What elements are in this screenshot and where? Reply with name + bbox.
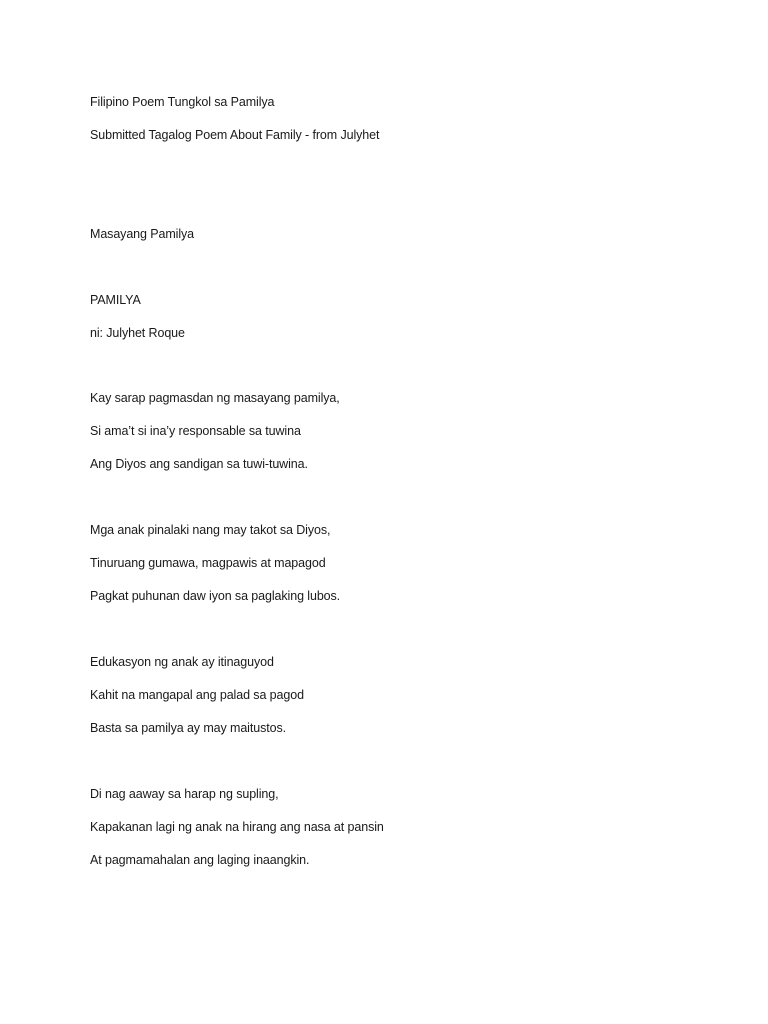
poem-line: Di nag aaway sa harap ng supling, (90, 787, 279, 801)
document-title: Filipino Poem Tungkol sa Pamilya (90, 95, 275, 109)
poem-line: Edukasyon ng anak ay itinaguyod (90, 655, 274, 669)
poem-line: Kapakanan lagi ng anak na hirang ang nasa at pansin (90, 820, 384, 834)
poem-line: Basta sa pamilya ay may maitustos. (90, 721, 286, 735)
poem-line: Ang Diyos ang sandigan sa tuwi-tuwina. (90, 457, 308, 471)
poem-line: Pagkat puhunan daw iyon sa paglaking lubos. (90, 589, 341, 603)
poem-author: ni: Julyhet Roque (90, 326, 185, 340)
poem-line: At pagmamahalan ang laging inaangkin. (90, 853, 310, 867)
poem-line: Kahit na mangapal ang palad sa pagod (90, 688, 304, 702)
poem-line: Tinuruang gumawa, magpawis at mapagod (90, 556, 326, 570)
poem-line: Kay sarap pagmasdan ng masayang pamilya, (90, 391, 340, 405)
document-subtitle: Submitted Tagalog Poem About Family - from Julyhet (90, 128, 380, 142)
poem-line: Si ama’t si ina’y responsable sa tuwina (90, 424, 301, 438)
poem-line: Mga anak pinalaki nang may takot sa Diyos, (90, 523, 331, 537)
poem-heading: Masayang Pamilya (90, 227, 195, 241)
poem-title: PAMILYA (90, 293, 141, 307)
